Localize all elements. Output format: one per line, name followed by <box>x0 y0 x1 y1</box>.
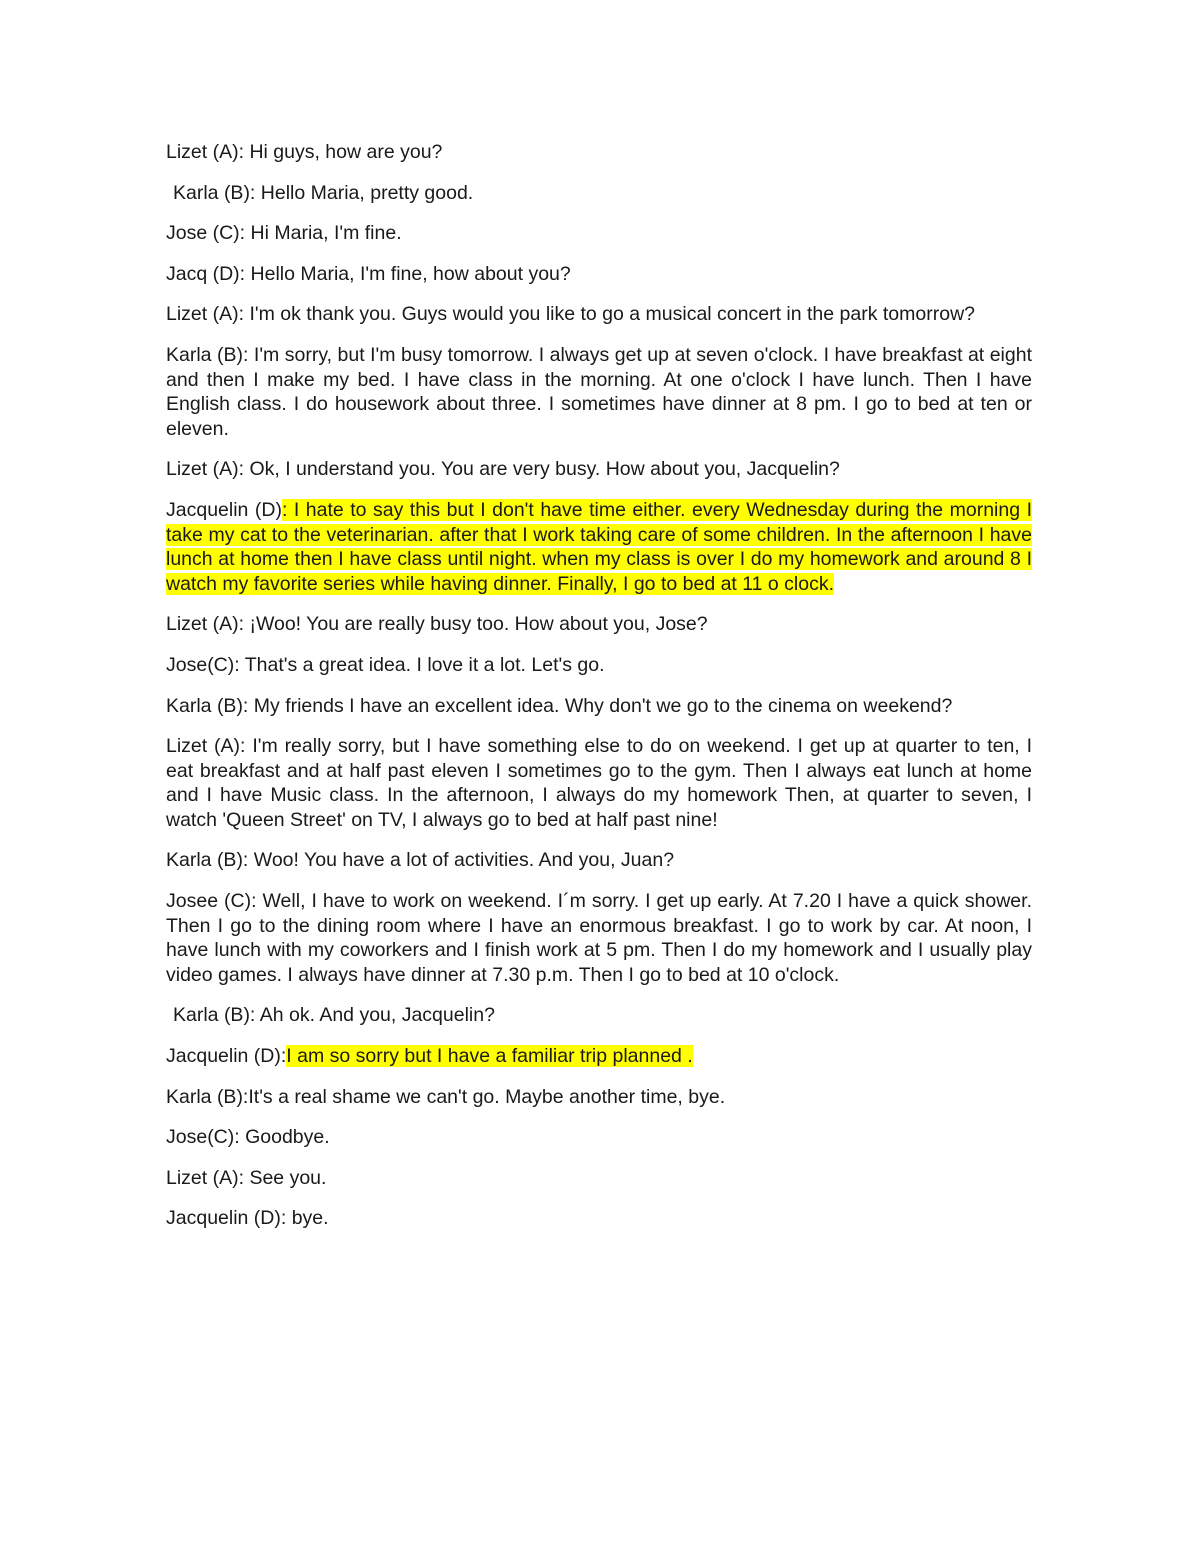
dialogue-text: ¡Woo! You are really busy too. How about you, Jose? <box>244 613 708 636</box>
dialogue-line <box>166 1125 1032 1150</box>
dialogue-line <box>166 1206 1032 1231</box>
dialogue-line <box>166 612 1032 637</box>
dialogue-line <box>166 1003 1032 1028</box>
speaker-label: Lizet (A): <box>166 141 245 163</box>
speaker-label: Lizet (A): <box>166 303 245 326</box>
dialogue-line <box>166 694 1032 719</box>
dialogue-text: I'm sorry, but I'm busy tomorrow. I always get up at seven o'clock. I have breakfast at eight and then I make my bed. I have class in the morning. At one o'clock I have lunch. Then I have English class. I do housework about three. I sometimes have dinner at 8 pm. I go to bed at ten or eleven. <box>166 343 1032 440</box>
speaker-label: Lizet (A): <box>166 613 245 636</box>
highlighted-dialogue-text: : I hate to say this but I don't have time either. every Wednesday during the morning I take my cat to the veterinarian. after that I work taking care of some children. In the afternoon I have lunch at home then I have class until night. when my class is over I do my homework and around 8 I watch my favorite series while having dinner. Finally, I go to bed at 11 o clock. <box>166 498 1032 595</box>
dialogue-line <box>166 302 1032 327</box>
speaker-label: Jacquelin (D) <box>166 498 282 521</box>
highlighted-dialogue-text: I am so sorry but I have a familiar trip planned . <box>286 1045 693 1068</box>
speaker-label: Karla (B): <box>166 343 249 366</box>
speaker-label: Jose(C): <box>166 1126 240 1149</box>
speaker-label: Lizet (A): <box>166 1166 245 1189</box>
speaker-label: Karla (B): <box>173 1004 256 1027</box>
speaker-label: Lizet (A): <box>166 735 246 758</box>
dialogue-text: Well, I have to work on weekend. I´m sorry. I get up early. At 7.20 I have a quick shower. Then I go to the dining room where I have an enormous breakfast. I go to work by car. At noon, I have lunch with my coworkers and I finish work at 5 pm. Then I do my homework and I usually play video games. I always have dinner at 7.30 p.m. Then I go to bed at 10 o'clock. <box>166 890 1032 986</box>
speaker-label: Jacquelin (D): <box>166 1207 287 1230</box>
dialogue-text: Hello Maria, I'm fine, how about you? <box>245 262 571 285</box>
speaker-label: Jose (C): <box>166 222 246 245</box>
dialogue-text: Ah ok. And you, Jacquelin? <box>255 1004 495 1027</box>
dialogue-line <box>166 848 1032 873</box>
dialogue-line <box>166 343 1032 441</box>
dialogue-text: That's a great idea. I love it a lot. Let's go. <box>239 653 605 676</box>
dialogue-line <box>166 1085 1032 1110</box>
dialogue-text: Goodbye. <box>239 1126 330 1149</box>
document-page <box>166 140 1032 1247</box>
dialogue-line <box>166 1166 1032 1191</box>
speaker-label: Karla (B): <box>166 849 249 872</box>
speaker-label: Karla (B): <box>166 1085 249 1108</box>
speaker-label: Jacq (D): <box>166 262 246 285</box>
dialogue-text: See you. <box>244 1166 327 1189</box>
dialogue-text: Hi Maria, I'm fine. <box>245 222 402 245</box>
dialogue-text: I'm really sorry, but I have something else to do on weekend. I get up at quarter to ten, I eat breakfast and at half past eleven I sometimes go to the gym. Then I always eat lunch at home and I have Music class. In the afternoon, I always do my homework Then, at quarter to seven, I watch 'Queen Street' on TV, I always go to bed at half past nine! <box>166 735 1032 831</box>
dialogue-line <box>166 221 1032 246</box>
speaker-label: Karla (B): <box>173 181 256 204</box>
dialogue-text: Woo! You have a lot of activities. And you, Juan? <box>248 849 675 872</box>
dialogue-line <box>166 889 1032 987</box>
dialogue-text: Hello Maria, pretty good. <box>255 181 474 204</box>
dialogue-line <box>166 653 1032 678</box>
speaker-label: Jose(C): <box>166 653 240 676</box>
speaker-label: Josee (C): <box>166 890 257 913</box>
dialogue-text: Hi guys, how are you? <box>244 141 443 163</box>
speaker-label: Jacquelin (D): <box>166 1045 287 1068</box>
dialogue-line <box>166 181 1032 206</box>
dialogue-text: bye. <box>286 1207 329 1230</box>
dialogue-line <box>166 262 1032 287</box>
dialogue-text: It's a real shame we can't go. Maybe another time, bye. <box>248 1085 726 1108</box>
dialogue-text: Ok, I understand you. You are very busy. How about you, Jacquelin? <box>244 458 840 481</box>
dialogue-line <box>166 457 1032 482</box>
dialogue-line <box>166 1044 1032 1069</box>
dialogue-text: I'm ok thank you. Guys would you like to go a musical concert in the park tomorrow? <box>244 303 976 326</box>
speaker-label: Lizet (A): <box>166 458 245 481</box>
speaker-label: Karla (B): <box>166 694 249 717</box>
dialogue-line <box>166 734 1032 832</box>
dialogue-line <box>166 498 1032 596</box>
dialogue-text: My friends I have an excellent idea. Why don't we go to the cinema on weekend? <box>248 694 953 717</box>
dialogue-line <box>166 140 1032 165</box>
